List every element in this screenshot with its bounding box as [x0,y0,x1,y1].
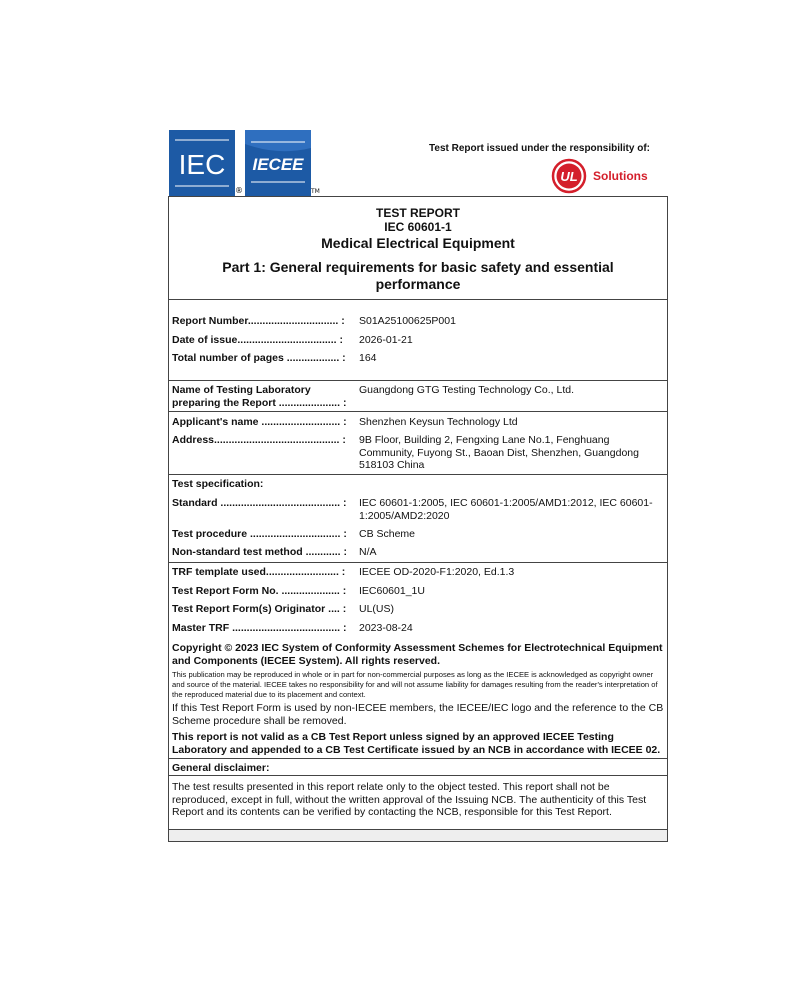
report-title: TEST REPORT [375,206,460,220]
iec-logo-text: IEC [178,149,226,180]
disclaimer-text: The test results presented in this report relate only to the object tested. This report shall not be reproduced, except in full, without the written approval of the Issuing NCB. The authenticity of this Test Report and its contents can be verified by contacting the NCB, responsible for this Test Report. [172,781,647,818]
test-spec-heading: Test specification: [172,478,264,490]
ul-solutions-text: Solutions [593,169,648,183]
total-pages-value: 164 [359,352,377,364]
registered-mark: ® [235,186,243,195]
iecee-logo [245,130,311,196]
non-member-notice: If this Test Report Form is used by non-IECEE members, the IECEE/IEC logo and the reference to the CB Scheme procedure shall be removed. [172,702,664,727]
validity-notice: This report is not valid as a CB Test Report unless signed by an approved IECEE Testing Laboratory and appended to a CB Test Certificate issued by an NCB in accordance with IECEE 02. [172,731,661,756]
divider [169,299,667,300]
test-procedure-value: CB Scheme [359,528,416,540]
part-title-line2: performance [375,276,461,292]
divider [169,758,667,759]
standard-title: IEC 60601-1 [384,220,452,234]
lab-name-label-line2: preparing the Report ..................... : [172,397,347,409]
copyright-notice: This publication may be reproduced in whole or in part for non-commercial purposes as long as the IECEE is acknowledged as copyright owner and source of the material. IECEE takes no responsibility for and will not assume liability for damages resulting from the reader's interpretation of the reproduced material due to its placement and context. [172,670,658,699]
date-of-issue-label: Date of issue.................................. : [172,334,343,346]
header-logos [169,130,669,196]
trf-originator-label: Test Report Form(s) Originator .... : [172,603,347,615]
trf-template-value: IECEE OD-2020-F1:2020, Ed.1.3 [359,566,515,578]
disclaimer-heading: General disclaimer: [172,762,270,774]
trf-template-label: TRF template used......................... : [172,566,346,578]
date-of-issue-value: 2026-01-21 [359,334,413,346]
total-pages-label: Total number of pages .................. : [172,352,346,364]
standard-label: Standard ......................................... : [172,497,347,509]
applicant-value: Shenzhen Keysun Technology Ltd [359,416,518,428]
footer-bar [169,829,667,841]
address-value: 9B Floor, Building 2, Fengxing Lane No.1, Fenghuang Community, Fuyong St., Baoan Dist, Shenzhen, Guangdong 518103 China [359,434,639,471]
divider [169,775,667,776]
equipment-title: Medical Electrical Equipment [321,235,515,251]
ul-solutions-logo [551,158,651,199]
address-label: Address........................................... : [172,434,346,446]
divider [169,411,667,412]
copyright-heading: Copyright © 2023 IEC System of Conformity Assessment Schemes for Electrotechnical Equipment and Components (IECEE System). All rights reserved. [172,642,663,667]
iec-logo [169,130,235,196]
master-trf-label: Master TRF ..................................... : [172,622,347,634]
divider [169,474,667,475]
applicant-label: Applicant's name ........................... : [172,416,347,428]
non-standard-value: N/A [359,546,377,558]
lab-name-value: Guangdong GTG Testing Technology Co., Ltd. [359,384,574,396]
standard-value: IEC 60601-1:2005, IEC 60601-1:2005/AMD1:2012, IEC 60601-1:2005/AMD2:2020 [359,497,653,522]
tm-mark: TM [311,188,320,195]
report-number-label: Report Number............................... : [172,315,345,327]
trf-no-value: IEC60601_1U [359,585,425,597]
divider [169,562,667,563]
trf-originator-value: UL(US) [359,603,395,615]
responsibility-text: Test Report issued under the responsibility of: [429,143,650,154]
master-trf-value: 2023-08-24 [359,622,413,634]
lab-name-label-line1: Name of Testing Laboratory [172,384,311,396]
report-number-value: S01A25100625P001 [359,315,456,327]
iecee-logo-text: IECEE [252,155,304,174]
test-procedure-label: Test procedure ............................... : [172,528,347,540]
report-cover-frame [168,196,668,842]
ul-logo-text: UL [560,169,578,184]
trf-no-label: Test Report Form No. .................... : [172,585,347,597]
divider [169,380,667,381]
non-standard-label: Non-standard test method ............ : [172,546,348,558]
part-title-line1: Part 1: General requirements for basic safety and essential [222,259,614,275]
